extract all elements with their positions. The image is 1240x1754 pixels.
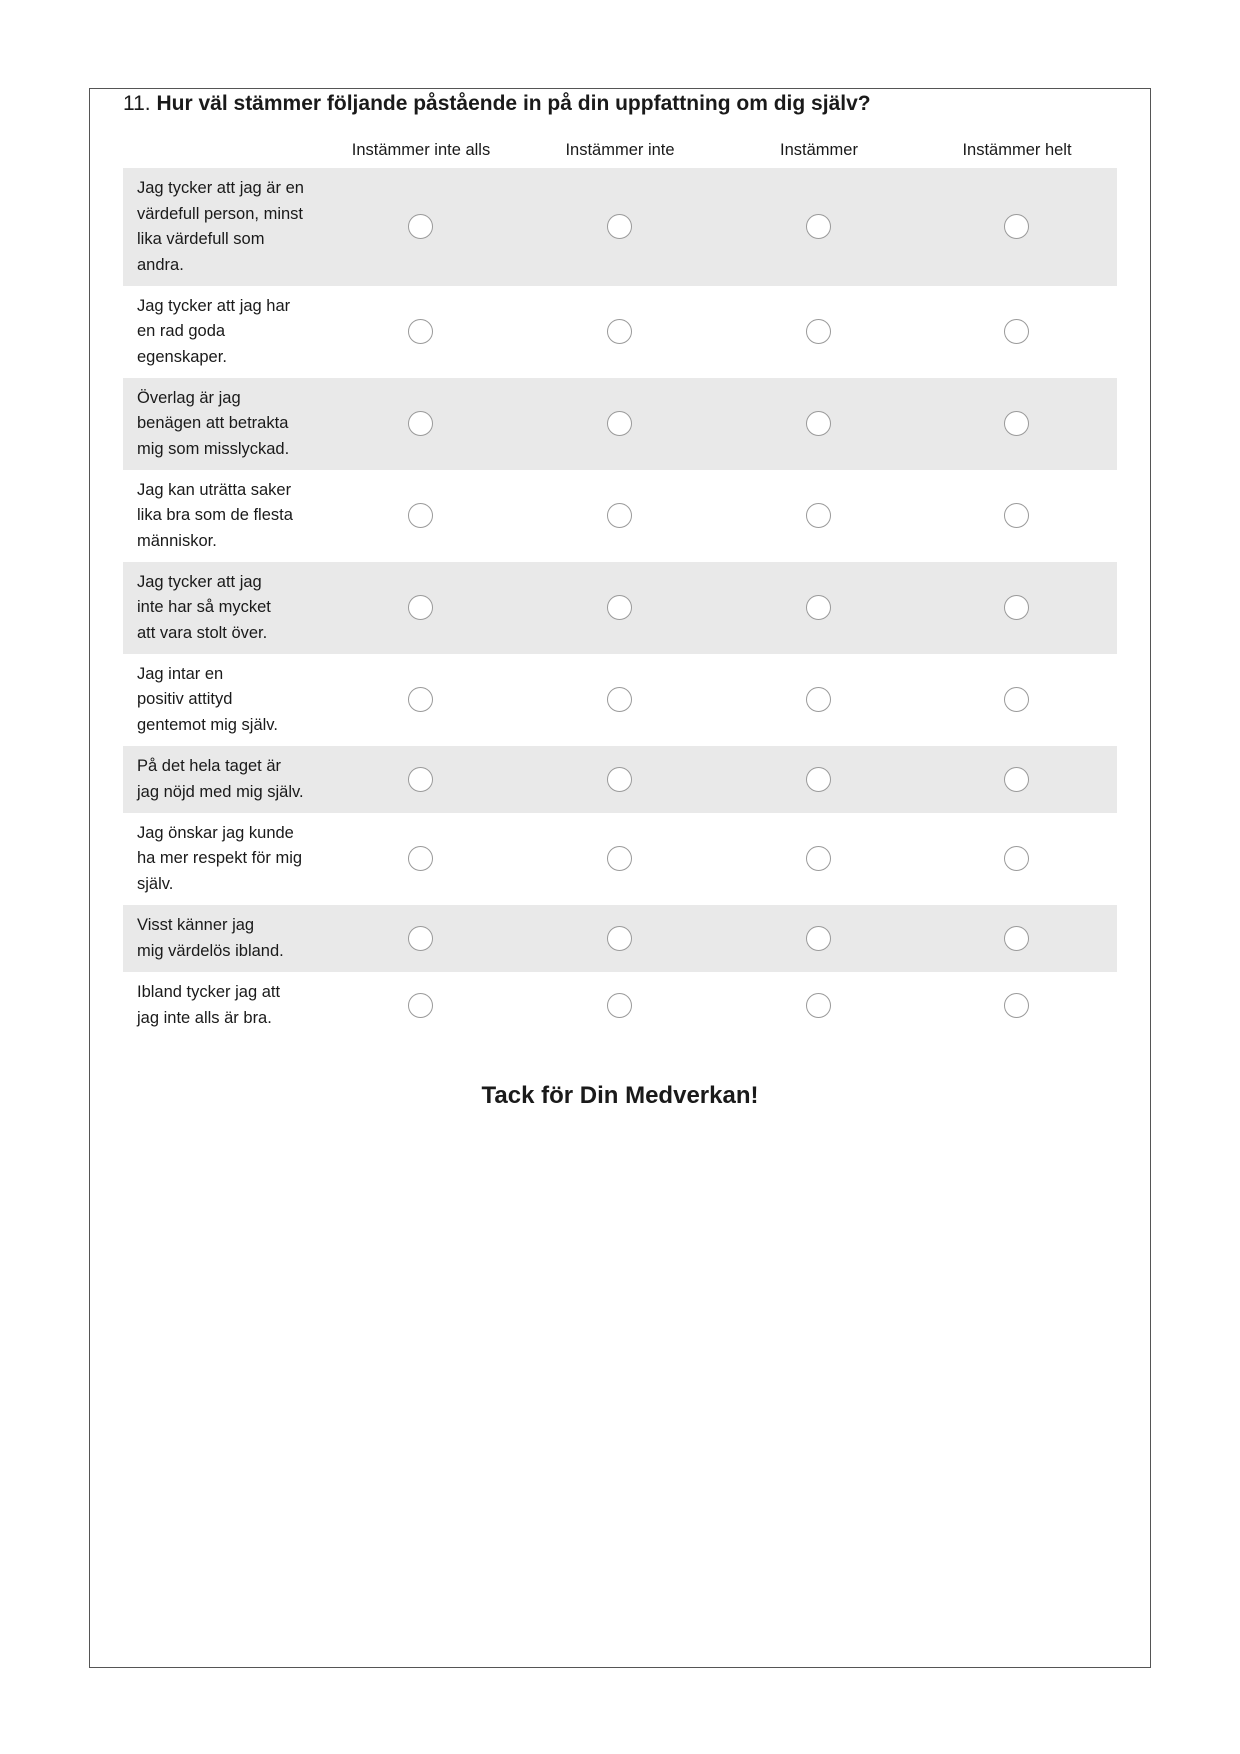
statement-label-line: jag inte alls är bra. <box>137 1008 272 1027</box>
statement-label <box>137 570 271 647</box>
radio-option-col-4[interactable] <box>1004 926 1029 951</box>
radio-option-col-4[interactable] <box>1004 687 1029 712</box>
radio-option-col-4[interactable] <box>1004 503 1029 528</box>
statement-label-line: lika värdefull som <box>137 230 265 248</box>
radio-option-col-3[interactable] <box>806 503 831 528</box>
radio-option-col-1[interactable] <box>408 993 433 1018</box>
statement-label-line: människor. <box>137 531 217 550</box>
radio-option-col-2[interactable] <box>607 595 632 620</box>
radio-option-col-4[interactable] <box>1004 411 1029 436</box>
column-header-instammer-helt: Instämmer helt <box>962 141 1072 159</box>
radio-option-col-1[interactable] <box>408 926 433 951</box>
radio-option-col-3[interactable] <box>806 767 831 792</box>
statement-label-line: positiv attityd <box>137 690 233 709</box>
radio-option-col-2[interactable] <box>607 319 632 344</box>
radio-option-col-1[interactable] <box>408 687 433 712</box>
statement-row <box>123 746 1117 813</box>
statement-label-line: Jag intar en <box>137 664 224 683</box>
radio-option-col-4[interactable] <box>1004 846 1029 871</box>
statement-label-line: mig värdelös ibland. <box>137 941 284 960</box>
statement-label-line: värdefull person, minst <box>137 204 303 223</box>
statement-label-line: mig som misslyckad. <box>137 439 290 458</box>
statement-label-line: egenskaper. <box>137 347 227 366</box>
statement-row <box>123 378 1117 470</box>
statement-label-line: ha mer respekt för mig <box>137 849 303 868</box>
column-header-row <box>123 141 1117 165</box>
statement-label-line: lika bra som de flesta <box>137 506 293 525</box>
statement-label-line: Överlag är jag <box>137 388 241 407</box>
radio-option-col-2[interactable] <box>607 846 632 871</box>
statement-label <box>137 294 290 371</box>
thank-you-message: Tack för Din Medverkan! <box>481 1082 759 1109</box>
radio-option-col-2[interactable] <box>607 214 632 239</box>
statement-label-line: Jag tycker att jag är en <box>137 179 304 197</box>
question-text: Hur väl stämmer följande påstående in på din uppfattning om dig själv? <box>156 92 871 115</box>
radio-option-col-4[interactable] <box>1004 595 1029 620</box>
statement-row <box>123 470 1117 562</box>
radio-option-col-2[interactable] <box>607 767 632 792</box>
column-header-instammer-inte-alls: Instämmer inte alls <box>351 141 491 159</box>
radio-option-col-2[interactable] <box>607 926 632 951</box>
radio-option-col-2[interactable] <box>607 993 632 1018</box>
statement-label-line: Jag tycker att jag har <box>137 296 291 315</box>
statement-label-line: Jag kan uträtta saker <box>137 480 292 499</box>
statement-label <box>137 980 280 1031</box>
statement-row <box>123 562 1117 654</box>
statement-row <box>123 168 1117 286</box>
radio-option-col-3[interactable] <box>806 926 831 951</box>
radio-option-col-1[interactable] <box>408 411 433 436</box>
radio-option-col-4[interactable] <box>1004 319 1029 344</box>
radio-option-col-1[interactable] <box>408 503 433 528</box>
statement-label-line: Jag tycker att jag <box>137 572 262 591</box>
column-header-instammer-inte: Instämmer inte <box>565 141 675 159</box>
statement-row <box>123 972 1117 1039</box>
statement-row <box>123 813 1117 905</box>
column-header-instammer: Instämmer <box>780 141 858 159</box>
question-number: 11. <box>123 92 151 115</box>
statement-label <box>137 913 284 964</box>
radio-option-col-1[interactable] <box>408 846 433 871</box>
radio-option-col-3[interactable] <box>806 411 831 436</box>
statement-matrix <box>123 168 1117 1039</box>
radio-option-col-4[interactable] <box>1004 214 1029 239</box>
radio-option-col-4[interactable] <box>1004 767 1029 792</box>
statement-label-line: själv. <box>137 874 174 893</box>
statement-row <box>123 905 1117 972</box>
radio-option-col-3[interactable] <box>806 214 831 239</box>
statement-label-line: gentemot mig själv. <box>137 715 278 734</box>
statement-label-line: benägen att betrakta <box>137 414 289 433</box>
radio-option-col-3[interactable] <box>806 846 831 871</box>
statement-row <box>123 654 1117 746</box>
radio-option-col-1[interactable] <box>408 319 433 344</box>
statement-label-line: inte har så mycket <box>137 598 271 617</box>
radio-option-col-1[interactable] <box>408 595 433 620</box>
statement-label-line: jag nöjd med mig själv. <box>137 782 304 801</box>
radio-option-col-4[interactable] <box>1004 993 1029 1018</box>
statement-label-line: Jag önskar jag kunde <box>137 823 294 842</box>
question-title <box>123 92 871 116</box>
statement-label-line: att vara stolt över. <box>137 623 268 642</box>
radio-option-col-1[interactable] <box>408 767 433 792</box>
statement-label <box>137 662 278 739</box>
statement-label <box>137 821 302 898</box>
radio-option-col-3[interactable] <box>806 993 831 1018</box>
statement-label-line: andra. <box>137 255 184 274</box>
radio-option-col-3[interactable] <box>806 595 831 620</box>
statement-label-line: Ibland tycker jag att <box>137 983 281 1001</box>
statement-label-line: På det hela taget är <box>137 757 282 775</box>
radio-option-col-2[interactable] <box>607 503 632 528</box>
statement-label-line: en rad goda <box>137 322 226 341</box>
statement-row <box>123 286 1117 378</box>
statement-label <box>137 478 293 555</box>
radio-option-col-2[interactable] <box>607 687 632 712</box>
statement-label <box>137 386 289 463</box>
statement-label <box>137 176 304 278</box>
statement-label <box>137 754 304 805</box>
statement-label-line: Visst känner jag <box>137 916 255 934</box>
radio-option-col-2[interactable] <box>607 411 632 436</box>
radio-option-col-3[interactable] <box>806 319 831 344</box>
radio-option-col-1[interactable] <box>408 214 433 239</box>
radio-option-col-3[interactable] <box>806 687 831 712</box>
